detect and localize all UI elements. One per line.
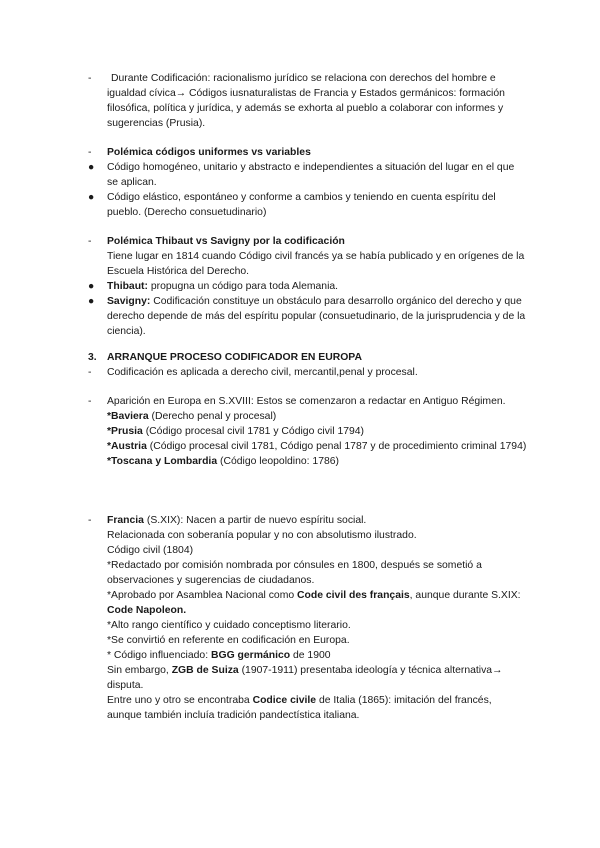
baviera-line: *Baviera (Derecho penal y procesal): [107, 411, 277, 422]
dash-marker: -: [88, 147, 92, 158]
text-line: Relacionada con soberanía popular y no con absolutismo ilustrado.: [107, 530, 417, 541]
dash-marker: -: [88, 73, 92, 84]
text-line: *Alto rango científico y cuidado conceptismo literario.: [107, 620, 351, 631]
bgg-line: * Código influenciado: BGG germánico de 1900: [107, 650, 331, 661]
item-text: Aparición en Europa en S.XVIII: Estos se comenzaron a redactar en Antiguo Régimen.: [107, 396, 506, 407]
section-3-item-3: [88, 513, 528, 723]
dash-marker: -: [88, 396, 92, 407]
dash-marker: -: [88, 367, 92, 378]
thibaut-text: propugna un código para toda Alemania.: [150, 281, 339, 292]
bullet-marker: ●: [88, 192, 95, 203]
intro-item: [88, 71, 528, 131]
text-line: *Se convirtió en referente en codificación en Europa.: [107, 635, 350, 646]
section-3-heading: [88, 350, 528, 365]
section-3-item-1: [88, 365, 528, 380]
bullet-item-savigny: [88, 294, 528, 339]
item-text: Codificación es aplicada a derecho civil, mercantil,penal y procesal.: [107, 367, 418, 378]
bullet-marker: ●: [88, 162, 95, 173]
zgb-line: Sin embargo, ZGB de Suiza (1907-1911) presentaba ideología y técnica alternativa→ disputa.: [107, 665, 503, 691]
polemica-thibaut-item: [88, 234, 528, 279]
francia-line: Francia (S.XIX): Nacen a partir de nuevo espíritu social.: [107, 515, 367, 526]
thibaut-label: Thibaut:: [107, 281, 148, 292]
bullet-marker: ●: [88, 296, 95, 307]
bullet-item-thibaut: [88, 279, 528, 294]
bullet-item: [88, 190, 528, 220]
text-line: *Redactado por comisión nombrada por cónsules en 1800, después se sometió a observaciones y sugerencias de ciudadanos.: [107, 560, 482, 586]
section-number: 3.: [88, 352, 97, 363]
prusia-line: *Prusia (Código procesal civil 1781 y Código civil 1794): [107, 426, 365, 437]
dash-marker: -: [88, 236, 92, 247]
polemica-intro-text: Tiene lugar en 1814 cuando Código civil francés ya se había publicado y en orígenes de la Escuela Histórica del Derecho.: [107, 251, 525, 277]
section-heading: Polémica códigos uniformes vs variables: [107, 147, 311, 158]
text-line: Código civil (1804): [107, 545, 194, 556]
section-heading: Polémica Thibaut vs Savigny por la codificación: [107, 236, 345, 247]
dash-marker: -: [88, 515, 92, 526]
savigny-label: Savigny:: [107, 296, 151, 307]
codice-civile-line: Entre uno y otro se encontraba Codice civile de Italia (1865): imitación del francés, aunque también incluía tradición pandectística italiana.: [107, 695, 492, 721]
polemica-uniformes-heading-row: [88, 145, 528, 160]
bullet-marker: ●: [88, 281, 95, 292]
section-3-item-2: [88, 394, 528, 469]
toscana-line: *Toscana y Lombardia (Código leopoldino: 1786): [107, 456, 339, 467]
section-title: ARRANQUE PROCESO CODIFICADOR EN EUROPA: [107, 352, 362, 363]
code-civil-line: *Aprobado por Asamblea Nacional como Code civil des français, aunque durante S.XIX: Code Napoleon.: [107, 590, 521, 616]
austria-line: *Austria (Código procesal civil 1781, Código penal 1787 y de procedimiento criminal 1794): [107, 441, 527, 452]
bullet-text: Código elástico, espontáneo y conforme a cambios y teniendo en cuenta espíritu del pueblo. (Derecho consuetudinario): [107, 192, 496, 218]
savigny-text: Codificación constituye un obstáculo para desarrollo orgánico del derecho y que derecho depende de más del espíritu popular (consuetudinario, de la jurisprudencia y de la ciencia).: [107, 296, 526, 337]
intro-text: Durante Codificación: racionalismo jurídico se relaciona con derechos del hombre e igualdad cívica→ Códigos iusnaturalistas de Francia y Estados germánicos: formación filosófica, política y jurídica, y además se exhorta al pueblo a colaborar con informes y sugerencias (Prusia).: [107, 73, 505, 129]
bullet-text: Código homogéneo, unitario y abstracto e independientes a situación del lugar en el que se aplican.: [107, 162, 515, 188]
bullet-item: [88, 160, 528, 190]
